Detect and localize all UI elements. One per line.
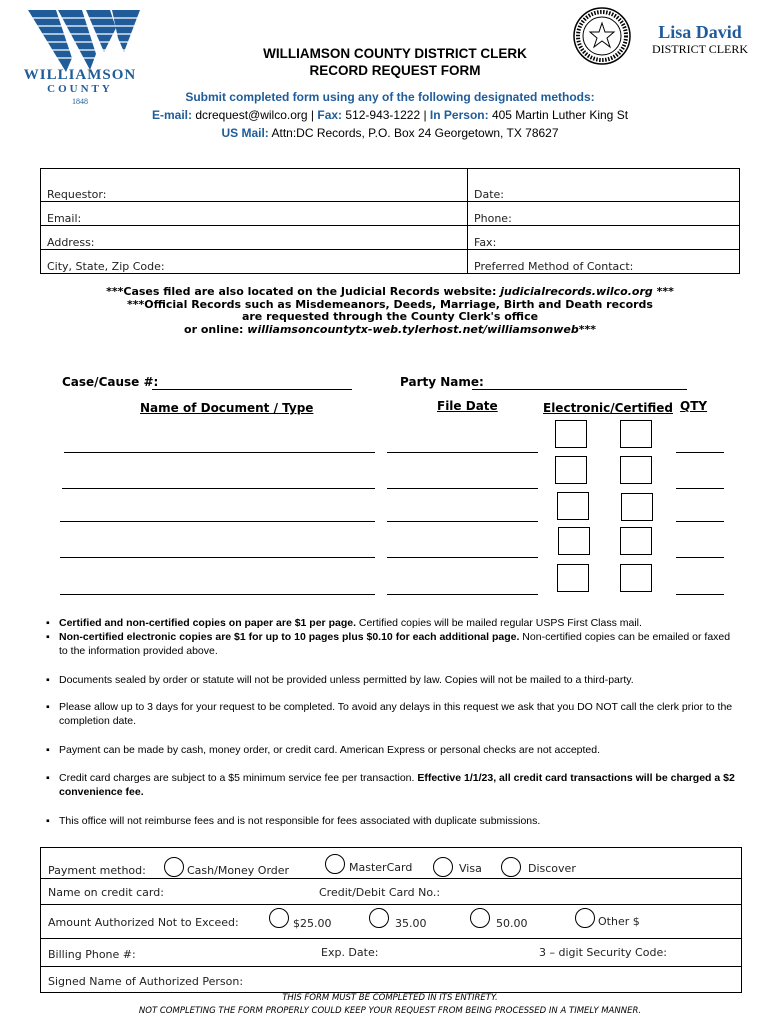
cash-radio[interactable] <box>164 857 184 877</box>
submission-intro: Submit completed form using any of the following designated methods: <box>185 90 595 104</box>
in-person-value: 405 Martin Luther King St <box>491 108 629 122</box>
bullet-text: Please allow up to 3 days for your request to be completed. To avoid any delays in this request we ask that you DO NOT call the clerk prior to the completion date. <box>59 701 733 727</box>
billing-phone-label: Billing Phone #: <box>48 948 136 961</box>
bullet-dot: ▪ <box>46 701 50 713</box>
qty-input[interactable] <box>676 521 724 522</box>
bullet-text: Documents sealed by order or statute will not be provided unless permitted by law. Copies will not be mailed to a third-party. <box>59 674 634 686</box>
case-number-label: Case/Cause #: <box>62 375 159 389</box>
billing-row[interactable] <box>41 938 741 967</box>
form-title-line1: WILLIAMSON COUNTY DISTRICT CLERK <box>263 46 527 61</box>
amount-label: Amount Authorized Not to Exceed: <box>48 916 239 929</box>
contact-line-1 <box>100 108 680 122</box>
payment-method-row <box>41 848 741 879</box>
card-number-label: Credit/Debit Card No.: <box>319 886 441 899</box>
preferred-contact-field[interactable]: Preferred Method of Contact: <box>468 250 740 274</box>
security-code-label: 3 – digit Security Code: <box>539 946 667 959</box>
in-person-label: In Person: <box>429 108 489 122</box>
amount-25-radio[interactable] <box>269 908 289 928</box>
city-state-zip-field[interactable]: City, State, Zip Code: <box>41 250 468 274</box>
contact-line-2 <box>100 126 680 140</box>
col-document-name: Name of Document / Type <box>140 401 314 415</box>
bullet-body: Non-certified copies can be emailed or faxed to the information provided above. <box>59 631 731 657</box>
address-field[interactable]: Address: <box>41 226 468 250</box>
notice-line4-text: or online: <box>184 322 244 336</box>
amount-50-radio[interactable] <box>470 908 490 928</box>
county-clerk-link[interactable]: williamsoncountytx-web.tylerhost.net/williamsonweb*** <box>247 322 596 336</box>
email-value: dcrequest@wilco.org | <box>195 108 315 122</box>
certified-checkbox[interactable] <box>620 456 652 484</box>
bullet-bold: Non-certified electronic copies are $1 for up to 10 pages plus $0.10 for each additional page. <box>59 631 520 643</box>
clerk-title: DISTRICT CLERK <box>651 42 749 56</box>
bullet-body: Certified copies will be mailed regular USPS First Class mail. <box>356 617 642 629</box>
file-date-input[interactable] <box>387 557 538 558</box>
file-date-input[interactable] <box>387 521 538 522</box>
williamson-county-logo <box>28 8 140 74</box>
payment-method-label: Payment method: <box>48 864 146 877</box>
visa-radio[interactable] <box>433 857 453 877</box>
other-amount-radio[interactable] <box>575 908 595 928</box>
email-label: E-mail: <box>151 108 192 122</box>
other-amount-label: Other $ <box>598 915 640 928</box>
amount-35-radio[interactable] <box>369 908 389 928</box>
date-field[interactable]: Date: <box>468 169 740 202</box>
party-name-label: Party Name: <box>400 375 484 389</box>
col-electronic-certified: Electronic/Certified <box>543 401 673 415</box>
notice-line-3: are requested through the County Clerk's office <box>241 310 539 323</box>
bullet-text <box>59 772 739 799</box>
bullet-text: This office will not reimburse fees and is not responsible for fees associated with duplicate submissions. <box>59 815 541 827</box>
qty-input[interactable] <box>676 594 724 595</box>
judicial-records-link[interactable]: judicialrecords.wilco.org <box>500 285 653 298</box>
name-on-card-label: Name on credit card: <box>48 886 164 899</box>
electronic-checkbox[interactable] <box>557 564 589 592</box>
cash-label: Cash/Money Order <box>187 864 290 877</box>
fax-label: Fax: <box>317 108 343 122</box>
mastercard-label: MasterCard <box>349 861 413 874</box>
notice-line-2: ***Official Records such as Misdemeanors, Deeds, Marriage, Birth and Death records <box>127 297 653 311</box>
requestor-info-table <box>40 168 740 274</box>
bullet-text <box>59 631 739 658</box>
qty-input[interactable] <box>676 557 724 558</box>
mastercard-radio[interactable] <box>325 854 345 874</box>
certified-checkbox[interactable] <box>620 564 652 592</box>
document-name-input[interactable] <box>60 557 375 558</box>
amount-50-label: 50.00 <box>496 917 528 930</box>
file-date-input[interactable] <box>387 594 538 595</box>
electronic-checkbox[interactable] <box>555 420 587 448</box>
certified-checkbox[interactable] <box>620 420 652 448</box>
us-mail-value: Attn:DC Records, P.O. Box 24 Georgetown, TX 78627 <box>271 126 559 140</box>
bullet-dot: ▪ <box>46 631 50 643</box>
col-file-date: File Date <box>437 399 498 413</box>
electronic-checkbox[interactable] <box>558 527 590 555</box>
party-name-input[interactable] <box>472 389 687 390</box>
electronic-checkbox[interactable] <box>557 492 589 520</box>
col-qty: QTY <box>680 399 708 413</box>
visa-label: Visa <box>459 862 482 875</box>
fax-field[interactable]: Fax: <box>468 226 740 250</box>
document-name-input[interactable] <box>62 488 375 489</box>
form-title-line2: RECORD REQUEST FORM <box>309 63 481 78</box>
bullet-body: Credit card charges are subject to a $5 minimum service fee per transaction. <box>59 772 418 784</box>
bullet-dot: ▪ <box>46 744 50 756</box>
logo-name: WILLIAMSON <box>23 67 137 83</box>
discover-label: Discover <box>528 862 576 875</box>
file-date-input[interactable] <box>387 488 538 489</box>
exp-date-label: Exp. Date: <box>321 946 379 959</box>
document-name-input[interactable] <box>60 594 375 595</box>
amount-35-label: 35.00 <box>395 917 427 930</box>
bullet-text <box>59 617 739 631</box>
notice-line1-text: ***Cases filed are also located on the Judicial Records website: <box>106 285 497 298</box>
qty-input[interactable] <box>676 488 724 489</box>
certified-checkbox[interactable] <box>621 493 653 521</box>
bullet-dot: ▪ <box>46 674 50 686</box>
clerk-name: Lisa David <box>658 22 742 42</box>
logo-county: COUNTY <box>47 83 113 95</box>
qty-input[interactable] <box>676 452 724 453</box>
signed-name-label: Signed Name of Authorized Person: <box>48 975 244 988</box>
footer-line-2: NOT COMPLETING THE FORM PROPERLY COULD KEEP YOUR REQUEST FROM BEING PROCESSED IN A TIMELY MANNER. <box>138 1006 642 1016</box>
footer-line-1: THIS FORM MUST BE COMPLETED IN ITS ENTIRETY. <box>282 993 498 1003</box>
bullet-bold: Effective 1/1/23, all credit card transactions will be charged a $2 convenience fee. <box>59 772 735 798</box>
notice-line-4 <box>40 324 740 337</box>
payment-section <box>40 847 742 993</box>
notice-block <box>40 286 740 336</box>
bullet-dot: ▪ <box>46 772 50 784</box>
case-number-input[interactable] <box>152 389 352 390</box>
email-field[interactable]: Email: <box>41 202 468 226</box>
document-name-input[interactable] <box>60 521 375 522</box>
certified-checkbox[interactable] <box>620 527 652 555</box>
us-mail-label: US Mail: <box>221 126 269 140</box>
signature-row[interactable] <box>41 966 741 992</box>
bullet-dot: ▪ <box>46 815 50 827</box>
requestor-field[interactable]: Requestor: <box>41 169 468 202</box>
electronic-checkbox[interactable] <box>555 456 587 484</box>
amount-row <box>41 904 741 939</box>
fax-value: 512-943-1222 | <box>345 108 427 122</box>
phone-field[interactable]: Phone: <box>468 202 740 226</box>
amount-25-label: $25.00 <box>293 917 332 930</box>
document-name-input[interactable] <box>64 452 375 453</box>
notice-line-1 <box>40 286 740 299</box>
card-info-row[interactable] <box>41 878 741 905</box>
bullet-text: Payment can be made by cash, money order, or credit card. American Express or personal checks are not accepted. <box>59 744 601 756</box>
logo-year: 1848 <box>72 97 88 106</box>
discover-radio[interactable] <box>501 857 521 877</box>
bullet-dot: ▪ <box>46 617 50 629</box>
district-clerk-seal-icon <box>572 6 632 66</box>
bullet-bold: Certified and non-certified copies on paper are $1 per page. <box>59 617 356 629</box>
notice-line1-end: *** <box>656 285 674 298</box>
file-date-input[interactable] <box>387 452 538 453</box>
